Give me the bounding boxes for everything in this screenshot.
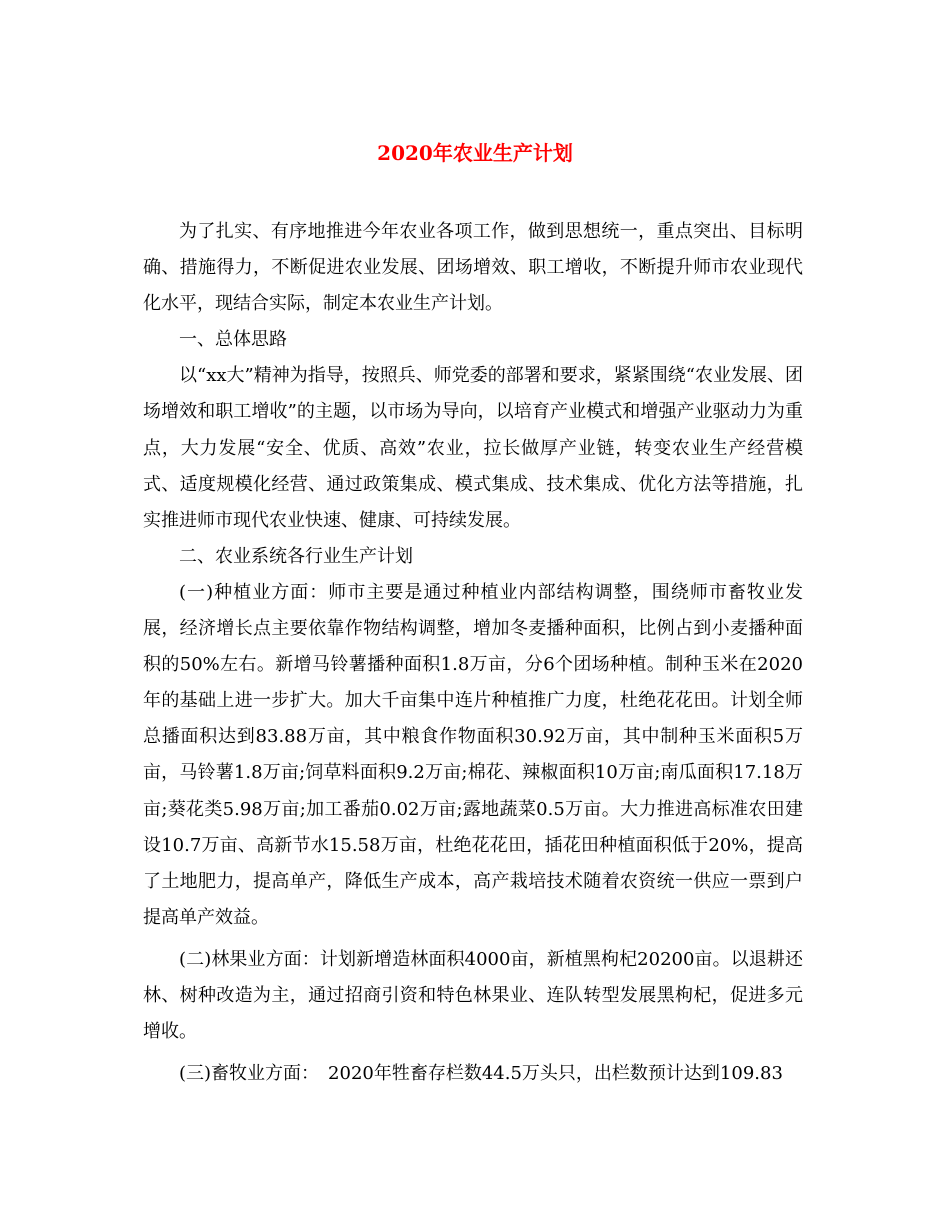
section-heading-industry-plans: 二、农业系统各行业生产计划 xyxy=(179,545,413,567)
paragraph-intro: 为了扎实、有序地推进今年农业各项工作，做到思想统一，重点突出、目标明确、措施得力，不断促进农业发展、团场增效、职工增收，不断提升师市农业现代化水平，现结合实际，制定本农业生产计划。 xyxy=(143,221,803,315)
document-body xyxy=(143,214,803,1092)
paragraph-overall-approach: 以“xx大”精神为指导，按照兵、师党委的部署和要求，紧紧围绕“农业发展、团场增效和职工增收”的主题，以市场为导向，以培育产业模式和增强产业驱动力为重点，大力发展“安全、优质、高效”农业，拉长做厚产业链，转变农业生产经营模式、适度规模化经营、通过政策集成、模式集成、技术集成、优化方法等措施，扎实推进师市现代农业快速、健康、可持续发展。 xyxy=(143,365,803,531)
section-heading-overall-approach: 一、总体思路 xyxy=(179,329,287,351)
document-title: 2020年农业生产计划 xyxy=(377,141,573,165)
paragraph-livestock: (三)畜牧业方面： 2020年牲畜存栏数44.5万头只，出栏数预计达到109.83 xyxy=(179,1063,783,1085)
paragraph-planting: (一)种植业方面：师市主要是通过种植业内部结构调整，围绕师市畜牧业发展，经济增长点主要依靠作物结构调整，增加冬麦播种面积，比例占到小麦播种面积的50%左右。新增马铃薯播种面积1.8万亩，分6个团场种植。制种玉米在2020年的基础上进一步扩大。加大千亩集中连片种植推广力度，杜绝花花田。计划全师总播面积达到83.88万亩，其中粮食作物面积30.92万亩，其中制种玉米面积5万亩，马铃薯1.8万亩;饲草料面积9.2万亩;棉花、辣椒面积10万亩;南瓜面积17.18万亩;葵花类5.98万亩;加工番茄0.02万亩;露地蔬菜0.5万亩。大力推进高标准农田建设10.7万亩、高新节水15.58万亩，杜绝花花田，插花田种植面积低于20%，提高了土地肥力，提高单产，降低生产成本，高产栽培技术随着农资统一供应一票到户提高单产效益。 xyxy=(143,581,803,928)
paragraph-forestry-fruit: (二)林果业方面：计划新增造林面积4000亩，新植黑枸杞20200亩。以退耕还林、树种改造为主，通过招商引资和特色林果业、连队转型发展黑枸杞，促进多元增收。 xyxy=(143,948,803,1043)
